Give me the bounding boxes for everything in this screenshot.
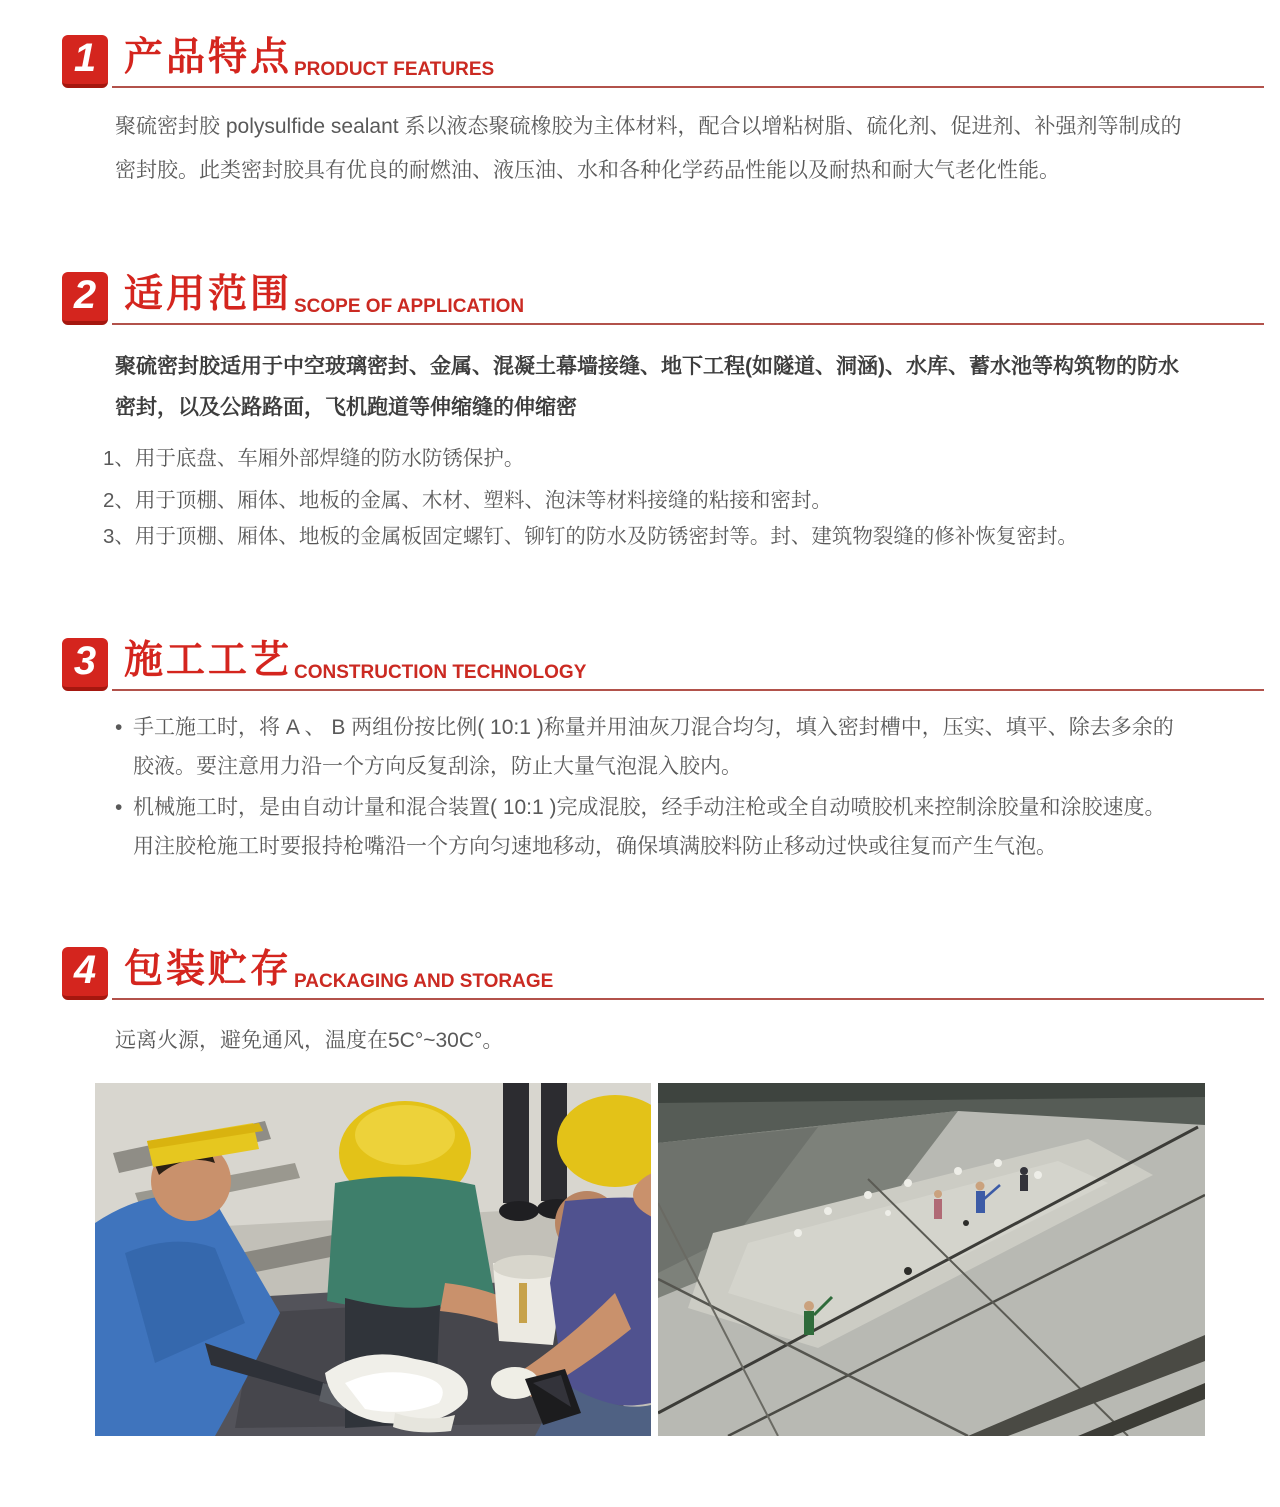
section-3-header — [62, 638, 1202, 694]
section-2-rule — [112, 323, 1264, 325]
bullet-text: 机械施工时，是由自动计量和混合装置( 10:1 )完成混胶，经手动注枪或全自动喷胶机来控制涂胶量和涂胶速度。用注胶枪施工时要报持枪嘴沿一个方向匀速地移动，确保填满胶料防止移动过快或往复而产生气泡。 — [133, 796, 1166, 858]
section-4-number-badge: 4 — [62, 947, 108, 1000]
bullet-item — [115, 788, 1181, 866]
section-scope-of-application — [62, 272, 1202, 564]
section-3-bullet-list — [115, 708, 1181, 866]
section-1-subtitle: PRODUCT FEATURES — [294, 59, 495, 80]
section-packaging-and-storage — [62, 947, 1202, 1063]
section-1-paragraph: 聚硫密封胶 polysulfide sealant 系以液态聚硫橡胶为主体材料，配合以增粘树脂、硫化剂、促进剂、补强剂等制成的密封胶。此类密封胶具有优良的耐燃油、液压油、水和各种化学药品性能以及耐热和耐大气老化性能。 — [115, 115, 1182, 182]
bullet-dot-icon: • — [115, 716, 123, 739]
worker-figure — [1020, 1167, 1028, 1191]
section-1-header — [62, 35, 1202, 91]
bullet-dot-icon: • — [115, 796, 123, 819]
section-2-subtitle: SCOPE OF APPLICATION — [294, 296, 525, 317]
section-4-subtitle: PACKAGING AND STORAGE — [294, 971, 554, 992]
section-3-title: 施工工艺 — [124, 639, 293, 682]
section-1-rule — [112, 86, 1264, 88]
section-product-features — [62, 35, 1202, 193]
section-construction-technology — [62, 638, 1202, 868]
section-2-lead-paragraph: 聚硫密封胶适用于中空玻璃密封、金属、混凝土幕墙接缝、地下工程(如隧道、洞涵)、水库、蓄水池等构筑物的防水密封，以及公路路面，飞机跑道等伸缩缝的伸缩密 — [115, 355, 1179, 419]
list-item: 2、用于顶棚、厢体、地板的金属、木材、塑料、泡沫等材料接缝的粘接和密封。 — [103, 489, 832, 512]
section-2-header — [62, 272, 1202, 328]
section-3-subtitle: CONSTRUCTION TECHNOLOGY — [294, 662, 587, 683]
list-item: 3、用于顶棚、厢体、地板的金属板固定螺钉、铆钉的防水及防锈密封等。封、建筑物裂缝的修补恢复密封。 — [103, 525, 1078, 548]
section-1-number-badge: 1 — [62, 35, 108, 88]
list-item: 1、用于底盘、车厢外部焊缝的防水防锈保护。 — [103, 447, 525, 470]
bullet-item — [115, 708, 1181, 786]
section-1-title: 产品特点 — [124, 36, 293, 79]
photo-row — [95, 1083, 1205, 1436]
section-3-number-badge: 3 — [62, 638, 108, 691]
section-4-header — [62, 947, 1202, 1003]
bullet-text: 手工施工时，将 A 、 B 两组份按比例( 10:1 )称量并用油灰刀混合均匀，填入密封槽中，压实、填平、除去多余的胶液。要注意用力沿一个方向反复刮涂，防止大量气泡混入胶内。 — [133, 716, 1174, 778]
section-4-paragraph: 远离火源，避免通风，温度在5C°~30C°。 — [115, 1029, 504, 1052]
section-2-number-badge: 2 — [62, 272, 108, 325]
section-3-rule — [112, 689, 1264, 691]
section-2-title: 适用范围 — [124, 273, 293, 316]
worker-figure — [934, 1190, 942, 1219]
section-4-rule — [112, 998, 1264, 1000]
concrete-slope-expansion-joints-photo — [658, 1083, 1205, 1436]
workers-applying-sealant-photo — [95, 1083, 651, 1436]
section-2-list — [103, 444, 1193, 552]
section-4-title: 包装贮存 — [124, 948, 293, 991]
